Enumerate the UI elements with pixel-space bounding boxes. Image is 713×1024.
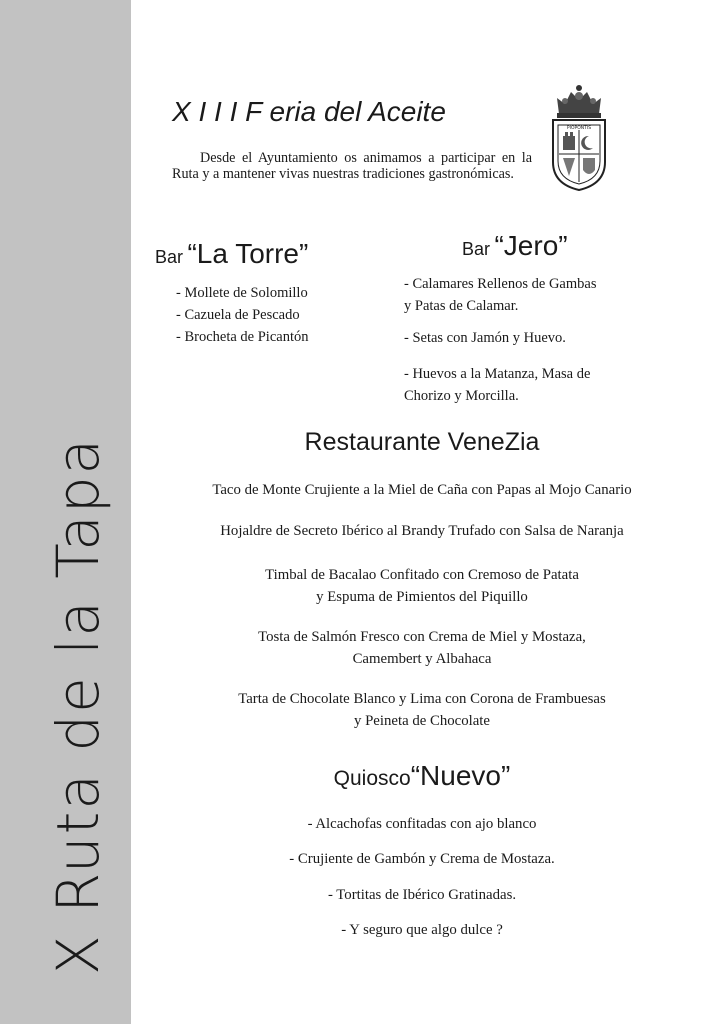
list-item: - Calamares Rellenos de Gambas y Patas de Calamar. <box>404 276 597 314</box>
sidebar <box>0 0 131 1024</box>
crest-banner-text: PIOPONTIS <box>566 126 592 131</box>
bar-name: “Jero” <box>494 230 568 261</box>
intro-paragraph: Desde el Ayuntamiento os animamos a participar en la Ruta y a mantener vivas nuestras tradiciones gastronómicas. <box>172 150 532 182</box>
quiosco-name: “Nuevo” <box>410 760 511 791</box>
bar-name: “La Torre” <box>187 238 309 269</box>
coat-of-arms-icon <box>545 84 613 192</box>
list-item: - Huevos a la Matanza, Masa de Chorizo y Morcilla. <box>404 366 591 404</box>
list-item: - Setas con Jamón y Huevo. <box>404 330 566 346</box>
quiosco-nuevo-heading <box>131 760 713 792</box>
list-item: - Y seguro que algo dulce ? <box>341 922 503 938</box>
list-item: Tosta de Salmón Fresco con Crema de Miel y Mostaza, Camembert y Albahaca <box>258 629 586 667</box>
list-item: - Mollete de Solomillo <box>176 285 308 301</box>
bar-prefix: Bar <box>155 247 184 267</box>
list-item: - Tortitas de Ibérico Gratinadas. <box>327 887 517 903</box>
list-item: - Alcachofas confitadas con ajo blanco <box>307 816 537 832</box>
vertical-title: X Ruta de la Tapa <box>44 436 112 975</box>
event-title: X I I I F eria del Aceite <box>172 96 446 127</box>
bar-prefix: Bar <box>462 239 491 259</box>
bar-jero-heading <box>462 230 568 262</box>
list-item: - Cazuela de Pescado <box>176 307 300 323</box>
bar-la-torre-heading <box>155 238 308 270</box>
quiosco-prefix: Quiosco <box>333 767 411 790</box>
bar-la-torre-menu <box>176 282 308 348</box>
list-item: - Crujiente de Gambón y Crema de Mostaza. <box>289 851 555 867</box>
list-item: - Brocheta de Picantón <box>176 329 309 345</box>
list-item: Tarta de Chocolate Blanco y Lima con Corona de Frambuesas y Peineta de Chocolate <box>238 691 606 729</box>
venezia-heading: Restaurante VeneZia <box>304 428 540 456</box>
list-item: Hojaldre de Secreto Ibérico al Brandy Trufado con Salsa de Naranja <box>220 523 624 539</box>
list-item: Timbal de Bacalao Confitado con Cremoso de Patata y Espuma de Pimientos del Piquillo <box>265 567 579 605</box>
list-item: Taco de Monte Crujiente a la Miel de Caña con Papas al Mojo Canario <box>212 482 632 498</box>
